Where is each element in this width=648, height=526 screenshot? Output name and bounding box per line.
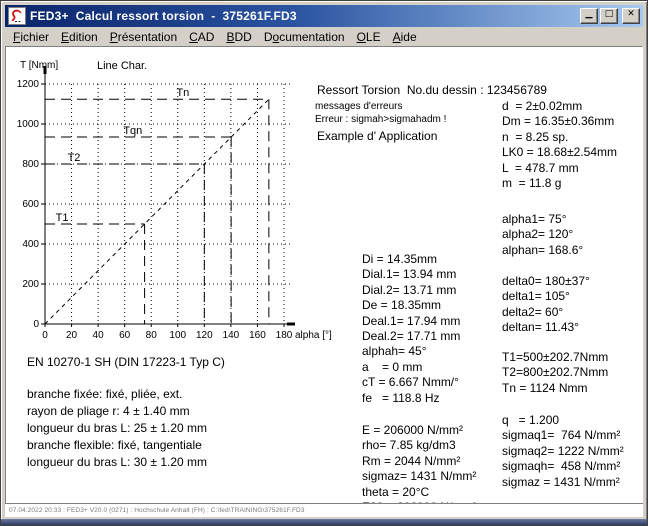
text-line: rayon de pliage r: 4 ± 1.40 mm [27, 404, 190, 418]
text-line: m = 11.8 g [502, 176, 562, 191]
spring-dimensions [502, 99, 617, 191]
svg-text:800: 800 [22, 159, 39, 170]
svg-text:0: 0 [33, 319, 39, 330]
window-controls [580, 8, 640, 24]
svg-text:T1: T1 [55, 212, 69, 224]
svg-text:1000: 1000 [16, 119, 39, 130]
delta-angles [502, 274, 590, 336]
text-line: Di = 14.35mm [362, 252, 438, 266]
text-line: Rm = 2044 N/mm² [362, 453, 461, 468]
stress-values [502, 413, 624, 490]
menu-edition[interactable]: Edition [61, 30, 98, 44]
text-line: Dial.1= 13.94 mm [362, 267, 457, 282]
svg-text:Tn: Tn [176, 87, 190, 100]
alpha-angles [502, 212, 583, 258]
svg-text:100: 100 [169, 330, 187, 341]
text-line: deltan= 11.43° [502, 320, 579, 335]
text-line: messages d'erreurs [315, 101, 403, 112]
svg-text:200: 200 [22, 279, 39, 290]
svg-text:40: 40 [92, 330, 104, 341]
text-line: fe = 118.8 Hz [362, 390, 440, 405]
text-line: Dial.2= 13.71 mm [362, 282, 457, 297]
svg-text:T [Nmm]: T [Nmm] [20, 60, 59, 71]
minimize-button[interactable]: ▁ [580, 8, 598, 24]
text-line: Deal.2= 17.71 mm [362, 329, 461, 344]
maximize-button[interactable]: □ [600, 8, 618, 24]
menu-documentation[interactable]: Documentation [263, 30, 345, 44]
menu-cad[interactable]: CAD [189, 30, 215, 44]
svg-text:600: 600 [22, 199, 39, 210]
material-properties [362, 423, 476, 515]
error-messages [315, 100, 446, 126]
text-line: E = 206000 N/mm² [362, 423, 464, 437]
text-line: alpha2= 120° [502, 227, 574, 242]
title-bar[interactable] [5, 5, 643, 27]
text-line: d = 2±0.02mm [502, 99, 583, 113]
geometry-values [362, 252, 460, 406]
branch-description [27, 386, 207, 471]
svg-text:0: 0 [42, 330, 48, 341]
menu-aide[interactable]: Aide [392, 30, 417, 44]
spring-logo-icon [9, 8, 25, 24]
menu-fichier[interactable]: Fichier [13, 30, 50, 44]
svg-text:400: 400 [22, 239, 39, 250]
text-line: cT = 6.667 Nmm/° [362, 375, 459, 390]
svg-text:140: 140 [222, 330, 240, 341]
svg-text:60: 60 [119, 330, 131, 341]
svg-text:1200: 1200 [16, 79, 39, 90]
menu-bdd[interactable]: BDD [226, 30, 252, 44]
text-line: LK0 = 18.68±2.54mm [502, 145, 617, 160]
app-icon [8, 7, 26, 25]
text-line: delta0= 180±37° [502, 274, 590, 288]
close-button[interactable]: ✕ [622, 8, 640, 24]
svg-text:120: 120 [195, 330, 213, 341]
material-standard: EN 10270-1 SH (DIN 17223-1 Typ C) [27, 355, 225, 369]
drawing-title-line: Example d' Application [317, 129, 438, 144]
text-line: sigmaq2= 1222 N/mm² [502, 443, 624, 458]
status-bar [5, 503, 643, 517]
menu-pr-sentation[interactable]: Présentation [109, 30, 178, 44]
window-title: FED3+ Calcul ressort torsion - 375261F.FD3 [30, 9, 297, 23]
text-line: sigmaqh= 458 N/mm² [502, 459, 621, 474]
text-line: q = 1.200 [502, 413, 560, 427]
text-line: alphan= 168.6° [502, 242, 584, 257]
text-line: branche fixée: fixé, pliée, ext. [27, 387, 183, 401]
svg-text:Tqn: Tqn [123, 125, 143, 137]
menu-ole[interactable]: OLE [356, 30, 381, 44]
characteristic-chart [6, 47, 346, 347]
svg-text:180: 180 [275, 330, 293, 341]
drawing-number-line: Ressort Torsion No.du dessin : 123456789 [317, 82, 547, 97]
text-line: Dm = 16.35±0.36mm [502, 114, 615, 129]
text-line: Erreur : sigmah>sigmahadm ! [315, 114, 447, 125]
svg-text:20: 20 [65, 330, 78, 341]
text-line: theta = 20°C [362, 484, 430, 499]
text-line: sigmaq1= 764 N/mm² [502, 428, 621, 443]
text-line: Deal.1= 17.94 mm [362, 313, 461, 328]
status-text: 07.04.2022 20:33 : FED3+ V20.0 (0271) : Hochschule Anhalt (FH) : C:\fed\TRAINING\375261F.FD3 [9, 507, 305, 514]
text-line: T1=500±202.7Nmm [502, 350, 609, 364]
svg-text:160: 160 [249, 330, 266, 341]
text-line: a = 0 mm [362, 359, 423, 374]
text-line: n = 8.25 sp. [502, 129, 569, 144]
torque-values [502, 350, 608, 396]
svg-text:T2: T2 [67, 152, 81, 164]
menu-bar [5, 28, 643, 46]
text-line: alphah= 45° [362, 344, 427, 359]
client-area [5, 46, 643, 504]
text-line: De = 18.35mm [362, 298, 442, 313]
text-line: T2=800±202.7Nmm [502, 365, 609, 380]
svg-text:80: 80 [145, 330, 157, 341]
text-line: L = 478.7 mm [502, 160, 579, 175]
text-line: sigmaz = 1431 N/mm² [502, 474, 620, 489]
text-line: delta1= 105° [502, 289, 570, 304]
text-line: alpha1= 75° [502, 212, 567, 226]
text-line: rho= 7.85 kg/dm3 [362, 438, 456, 453]
text-line: branche flexible: fixé, tangentiale [27, 438, 202, 452]
svg-text:alpha [°]: alpha [°] [295, 330, 332, 341]
text-line: longueur du bras L: 25 ± 1.20 mm [27, 421, 208, 435]
text-line: delta2= 60° [502, 304, 564, 319]
text-line: Tn = 1124 Nmm [502, 380, 588, 395]
text-line: longueur du bras L: 30 ± 1.20 mm [27, 455, 208, 469]
svg-text:Line Char.: Line Char. [97, 60, 148, 72]
text-line: sigmaz= 1431 N/mm² [362, 469, 477, 484]
taskbar-sliver [1, 519, 647, 525]
